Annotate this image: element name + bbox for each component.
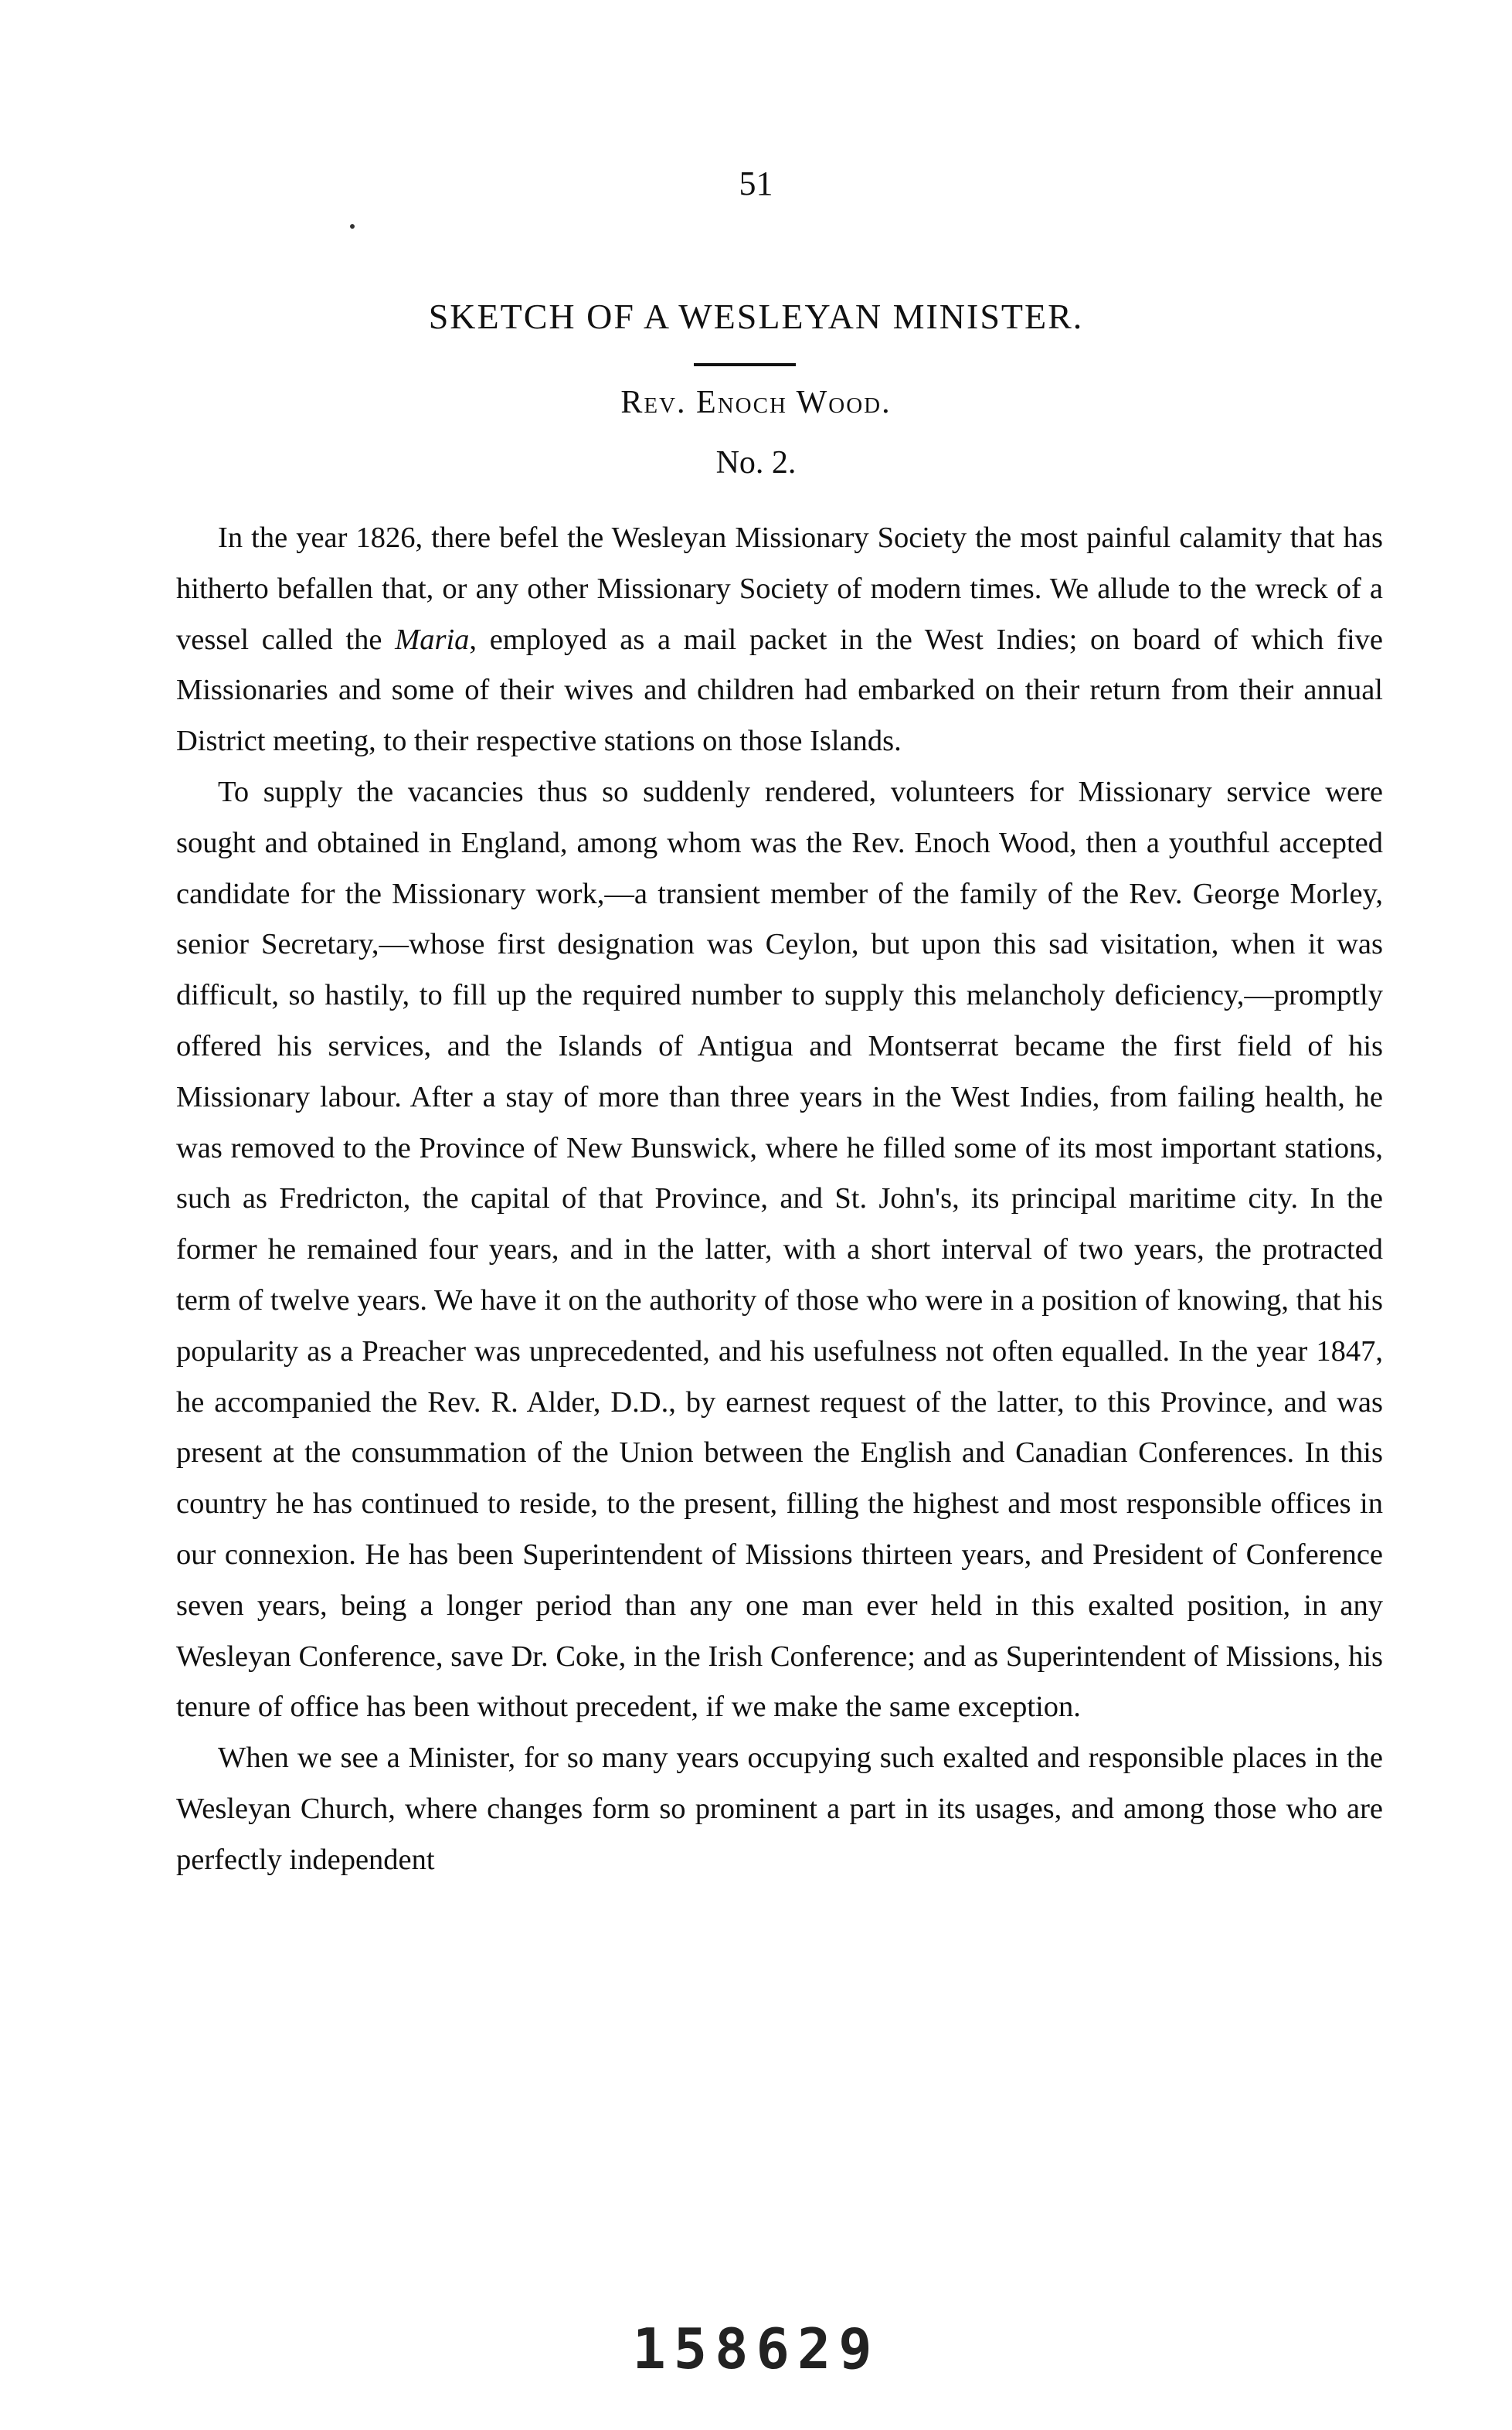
article-title: SKETCH OF A WESLEYAN MINISTER.: [428, 297, 1084, 336]
library-stamp: 158629: [632, 2316, 880, 2381]
text-run: In the year 1826, there befel the Wesleyan Missionary Society the most painful calamity that has hitherto befallen that, or any other Missionary Society of modern times. We allude to the wreck of a vessel called the: [176, 522, 1383, 656]
paragraph-3: [176, 1733, 1383, 1885]
article-subject: Rev. Enoch Wood.: [620, 385, 892, 420]
speck-mark: [350, 224, 355, 229]
italic-text-run: Maria: [395, 623, 470, 656]
paragraph-2: [176, 767, 1383, 1733]
article-body: [176, 513, 1383, 1886]
text-run: , employed as a mail packet in the West Indies; on board of which five Missionaries and some of their wives and children had embarked on their return from their annual District meeting, to their respective stations on those Islands.: [176, 623, 1383, 758]
paragraph-1: [176, 513, 1383, 767]
article-part-number: No. 2.: [715, 445, 797, 481]
title-rule: [694, 363, 796, 366]
page-number: 51: [739, 165, 773, 202]
text-run: To supply the vacancies thus so suddenly rendered, volunteers for Missionary service were sought and obtained in England, among whom was the Rev. Enoch Wood, then a youthful accepted candidate for the Missionary work,—a transient member of the family of the Rev. George Morley, senior Secretary,—whose first designation was Ceylon, but upon this sad visitation, when it was difficult, so hastily, to fill up the required number to supply this melancholy deficiency,—promptly offered his services, and the Islands of Antigua and Montserrat became the first field of his Missionary labour. After a stay of more than three years in the West Indies, from failing health, he was removed to the Province of New Bunswick, where he filled some of its most important stations, such as Fredricton, the capital of that Province, and St. John's, its principal maritime city. In the former he remained four years, and in the latter, with a short interval of two years, the protracted term of twelve years. We have it on the authority of those who were in a position of knowing, that his popularity as a Preacher was unprecedented, and his usefulness not often equalled. In the year 1847, he accompanied the Rev. R. Alder, D.D., by earnest request of the latter, to this Province, and was present at the consummation of the Union between the English and Canadian Conferences. In this country he has continued to reside, to the present, filling the highest and most responsible offices in our connexion. He has been Superintendent of Missions thirteen years, and President of Conference seven years, being a longer period than any one man ever held in this exalted position, in any Wesleyan Conference, save Dr. Coke, in the Irish Conference; and as Superintendent of Missions, his tenure of office has been without precedent, if we make the same exception.: [176, 775, 1383, 1724]
text-run: When we see a Minister, for so many years occupying such exalted and responsible places in the Wesleyan Church, where changes form so prominent a part in its usages, and among those who are perfectly independent: [176, 1742, 1383, 1876]
